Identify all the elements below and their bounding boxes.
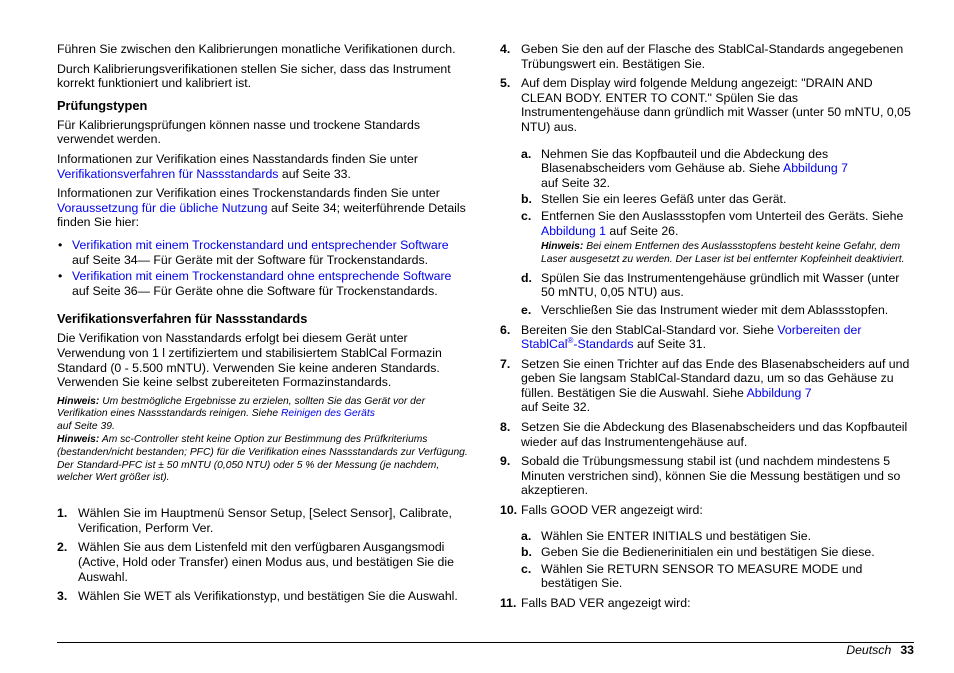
substep-item: [521, 529, 912, 544]
note-laser: [521, 241, 912, 267]
link-voraussetzung[interactable]: Voraussetzung für die übliche Nutzung: [57, 200, 268, 215]
link-trocken-mit-software[interactable]: Verifikation mit einem Trockenstandard und entsprechender Software: [72, 237, 449, 252]
bullet-item: [57, 238, 470, 267]
step-item: [500, 454, 912, 498]
substep-text: Wählen Sie ENTER INITIALS und bestätigen Sie.: [541, 528, 811, 543]
link-abbildung-7-b[interactable]: Abbildung 7: [746, 385, 812, 400]
left-column: [57, 42, 470, 609]
substep-letter: a.: [521, 528, 532, 543]
step-item: [500, 323, 912, 352]
note-label: Hinweis:: [57, 395, 100, 407]
step-item: [500, 42, 912, 71]
substeps-5: [521, 147, 912, 239]
page-footer: [846, 643, 914, 658]
step-text: Wählen Sie aus dem Listenfeld mit den verfügbaren Ausgangsmodi (Active, Hold oder Transfer) einen Modus aus, und bestätigen Sie die Auswahl.: [78, 540, 454, 584]
step-item: [57, 589, 470, 604]
link-part: -Standards: [573, 337, 634, 352]
page-number: 33: [900, 643, 914, 657]
intro-paragraph-1: Führen Sie zwischen den Kalibrierungen monatliche Verifikationen durch.: [57, 42, 456, 56]
bullet-item: [57, 269, 470, 298]
right-column: [500, 42, 912, 616]
steps-list-right: [500, 42, 912, 611]
link-nassstandards[interactable]: Verifikationsverfahren für Nassstandards: [57, 166, 279, 181]
substep-letter: b.: [521, 545, 532, 560]
bullet-dot-icon: •: [58, 269, 63, 284]
substep-text: Wählen Sie RETURN SENSOR TO MEASURE MODE und bestätigen Sie.: [541, 561, 863, 591]
types-paragraph-1: Für Kalibrierungsprüfungen können nasse und trockene Standards verwendet werden.: [57, 117, 420, 147]
substep-item: [521, 271, 912, 300]
substep-text: Spülen Sie das Instrumentengehäuse gründlich mit Wasser (unter 50 mNTU, 0,05 NTU) aus.: [541, 270, 900, 300]
step-item: [500, 596, 912, 611]
step-item: [500, 503, 912, 591]
substeps-10: [521, 529, 912, 591]
substep-letter: d.: [521, 270, 532, 285]
types3-post: auf Seite 34; weiterführende Details finden Sie hier:: [57, 200, 466, 230]
substep-item: [521, 147, 912, 191]
link-trocken-ohne-software[interactable]: Verifikation mit einem Trockenstandard ohne entsprechende Software: [72, 269, 452, 284]
substep-letter: a.: [521, 146, 532, 161]
note-label: Hinweis:: [57, 434, 100, 446]
step-item: [500, 76, 912, 317]
step-item: [57, 506, 470, 535]
step-text: Setzen Sie einen Trichter auf das Ende des Blasenabscheiders auf und geben Sie langsam StablCal-Standard dazu, um so das Gehäuse zu füllen. Bestätigen Sie die Auswahl. Siehe: [521, 356, 910, 400]
step-item: [57, 540, 470, 584]
step-number: 4.: [500, 42, 511, 56]
substep-text: Entfernen Sie den Auslassstopfen vom Unterteil des Geräts. Siehe: [541, 208, 904, 223]
step-number: 11.: [500, 596, 517, 610]
step-text: Falls GOOD VER angezeigt wird:: [521, 503, 703, 518]
step-text: Wählen Sie WET als Verifikationstyp, und bestätigen Sie die Auswahl.: [78, 589, 458, 604]
bullet-text: auf Seite 36— Für Geräte ohne die Software für Trockenstandards.: [72, 283, 438, 298]
link-reinigen[interactable]: Reinigen des Geräts: [281, 408, 375, 420]
link-abbildung-1[interactable]: Abbildung 1: [541, 223, 606, 238]
footer-language: Deutsch: [846, 643, 892, 657]
types2-post: auf Seite 33.: [278, 166, 351, 181]
step-text: Auf dem Display wird folgende Meldung angezeigt: "DRAIN AND CLEAN BODY. ENTER TO CONT." Spülen Sie das Instrumentengehäuse dann gründlich mit Wasser (unter 50 mNTU, 0,05 NTU) aus.: [521, 76, 911, 134]
link-part: Vorbereiten der StablCal: [521, 322, 862, 352]
steps-list-left: [57, 506, 470, 604]
note-text: Am sc-Controller steht keine Option zur Bestimmung des Prüfkriteriums (bestanden/nicht bestanden; PFC) für die Verifikation eines Nassstandards zur Verfügung. Der Standard-PFC ist ± 50 mNTU (0,050 NTU) oder 5 % der Messung (je nachdem, welcher Wert größer ist).: [57, 434, 468, 484]
step-post: auf Seite 32.: [521, 400, 591, 415]
step-number: 10.: [500, 503, 518, 518]
types-paragraph-3: [57, 186, 470, 230]
step-item: [500, 357, 912, 415]
types-paragraph-2: [57, 152, 470, 181]
substep-text: Stellen Sie ein leeres Gefäß unter das Gerät.: [541, 192, 787, 207]
types2-text: Informationen zur Verifikation eines Nasstandards finden Sie unter: [57, 151, 418, 166]
step-number: 1.: [57, 506, 68, 521]
note-label: Hinweis:: [541, 241, 584, 253]
registered-mark: ®: [567, 336, 574, 345]
step-number: 3.: [57, 589, 68, 604]
substep-letter: e.: [521, 302, 532, 317]
substep-item: [521, 303, 912, 318]
heading-nassstandards: Verifikationsverfahren für Nassstandards: [57, 311, 308, 327]
footer-rule: [57, 642, 914, 643]
step-item: [500, 420, 912, 449]
substep-letter: b.: [521, 192, 532, 207]
note-text: Bei einem Entfernen des Auslassstopfens besteht keine Gefahr, dem Laser ausgesetzt zu werden. Der Laser ist bei entfernter Kopfeinheit deaktiviert.: [541, 241, 905, 265]
step-text: Geben Sie den auf der Flasche des StablCal-Standards angegebenen Trübungswert ein. Bestätigen Sie.: [521, 42, 904, 71]
step-text: Wählen Sie im Hauptmenü Sensor Setup, [Select Sensor], Calibrate, Verification, Perform Ver.: [78, 506, 452, 535]
substep-post: auf Seite 26.: [605, 223, 679, 238]
step-number: 7.: [500, 356, 511, 371]
substep-item: [521, 545, 912, 560]
substep-item: [521, 562, 912, 591]
step-number: 2.: [57, 540, 68, 555]
note-pfc: [57, 434, 470, 485]
substep-text: Geben Sie die Bedienerinitialen ein und bestätigen Sie diese.: [541, 545, 875, 560]
substep-post: auf Seite 32.: [541, 175, 611, 190]
note-cleaning: [57, 396, 470, 434]
substep-text: Nehmen Sie das Kopfbauteil und die Abdeckung des Blasenabscheiders vom Gehäuse ab. Siehe: [541, 146, 829, 176]
wet-paragraph: Die Verifikation von Nasstandards erfolgt bei diesem Gerät unter Verwendung von 1 l zertifiziertem und stabilisiertem StablCal Formazin Standard (0 - 5.500 mNTU). Verwenden Sie keine anderen Standards. Verwenden Sie keine selbst zubereiteten Formazinstandards.: [57, 331, 442, 390]
substeps-5-cont: [521, 271, 912, 318]
link-abbildung-7[interactable]: Abbildung 7: [783, 161, 848, 176]
substep-item: [521, 209, 912, 238]
substep-letter: c.: [521, 561, 532, 576]
types3-text: Informationen zur Verifikation eines Trockenstandards finden Sie unter: [57, 186, 440, 201]
step-number: 5.: [500, 76, 511, 91]
step-number: 9.: [500, 454, 511, 469]
intro-paragraph-2: Durch Kalibrierungsverifikationen stellen Sie sicher, dass das Instrument korrekt funktioniert und kalibriert ist.: [57, 61, 451, 91]
step-text: Setzen Sie die Abdeckung des Blasenabscheiders und das Kopfbauteil wieder auf das Instrumentengehäuse auf.: [521, 420, 908, 449]
step-text: Falls BAD VER angezeigt wird:: [521, 596, 691, 610]
substep-text: Verschließen Sie das Instrument wieder mit dem Ablassstopfen.: [541, 302, 889, 317]
bullet-list: [57, 238, 470, 298]
note-text: Um bestmögliche Ergebnisse zu erzielen, sollten Sie das Gerät vor der Verifikation eines Nassstandards reinigen. Siehe: [57, 395, 425, 420]
substep-item: [521, 192, 912, 207]
step-number: 8.: [500, 420, 511, 435]
bullet-dot-icon: •: [58, 237, 63, 252]
bullet-text: auf Seite 34— Für Geräte mit der Software für Trockenstandards.: [72, 252, 429, 267]
step-number: 6.: [500, 322, 511, 337]
substep-letter: c.: [521, 208, 532, 223]
step-text: Sobald die Trübungsmessung stabil ist (und nachdem mindestens 5 Minuten verstrichen sind), können Sie die Messung bestätigen und so akzeptieren.: [521, 454, 901, 498]
step-post: auf Seite 31.: [633, 337, 707, 352]
heading-pruefungstypen: Prüfungstypen: [57, 97, 148, 113]
note-post: auf Seite 39.: [57, 421, 115, 433]
step-text: Bereiten Sie den StablCal-Standard vor. Siehe: [521, 322, 778, 337]
